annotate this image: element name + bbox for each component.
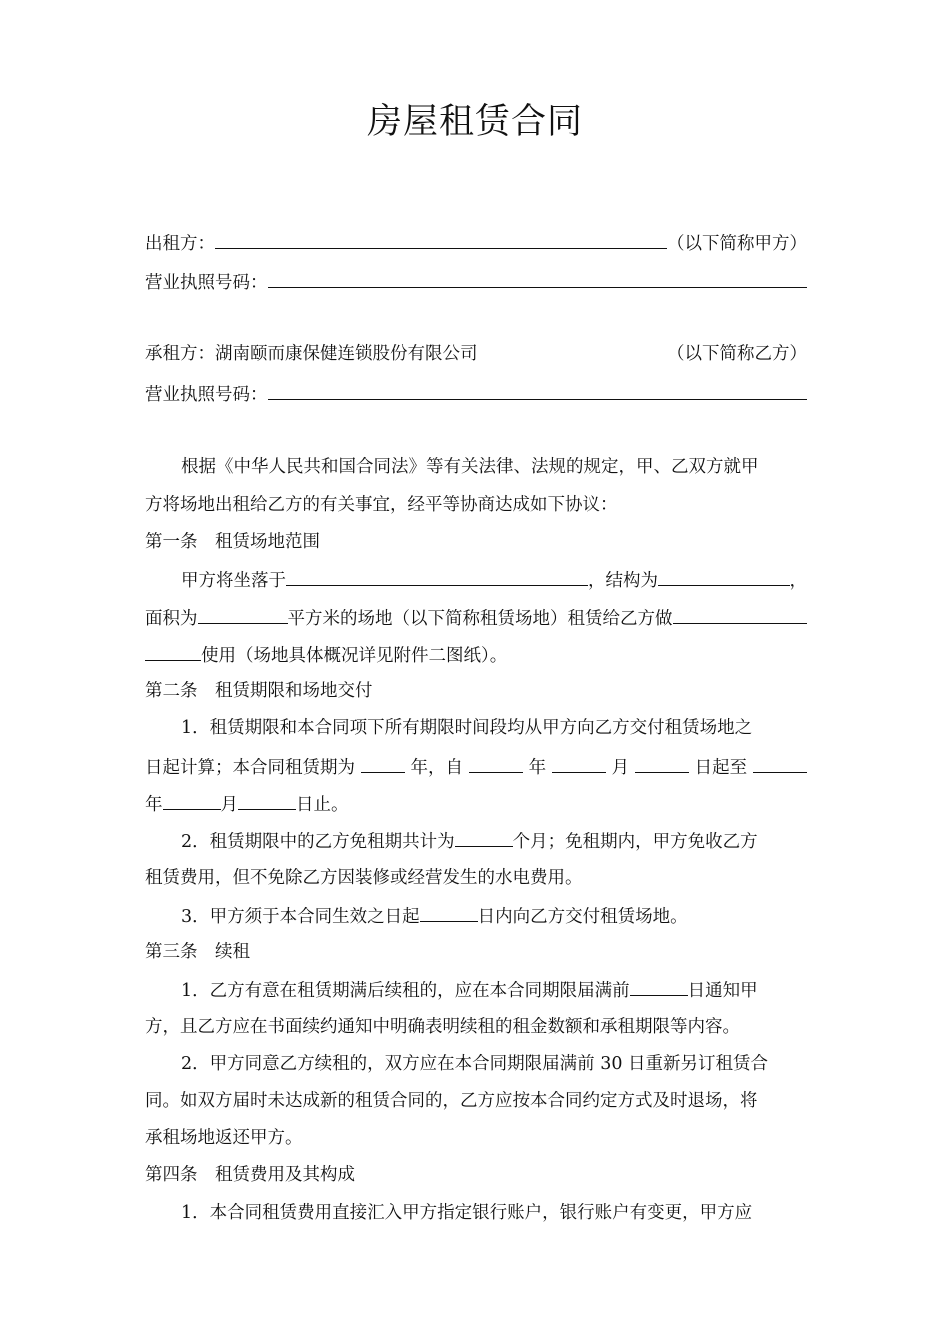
article-4-heading: 第四条 租赁费用及其构成	[145, 1165, 355, 1185]
article-3-clause-2-line-1: 2．甲方同意乙方续租的，双方应在本合同期限届满前 30 日重新另订租赁合	[181, 1054, 769, 1074]
article-1-line-2: 面积为 平方米的场地（以下简称租赁场地）租赁给乙方做	[145, 603, 807, 633]
article-2-clause-2-line-1: 2．租赁期限中的乙方免租期共计为 个月；免租期内，甲方免收乙方	[181, 826, 807, 856]
lessor-license-label: 营业执照号码：	[145, 273, 268, 293]
lessee-license-label: 营业执照号码：	[145, 385, 268, 405]
article-2-clause-1-line-1: 1．租赁期限和本合同项下所有期限时间段均从甲方向乙方交付租赁场地之	[181, 718, 753, 738]
area-blank	[198, 603, 288, 624]
end-year-blank	[753, 752, 807, 773]
article-2-clause-3: 3．甲方须于本合同生效之日起 日内向乙方交付租赁场地。	[181, 901, 807, 931]
usage-blank-cont	[145, 640, 201, 661]
article-1-line-3: 使用（场地具体概况详见附件二图纸）。	[145, 640, 807, 670]
lessee-name: 湖南颐而康保健连锁股份有限公司	[215, 344, 478, 364]
lessor-license-blank	[268, 267, 808, 288]
end-day-blank	[238, 789, 296, 810]
article-2-clause-1-line-3: 年 月 日止。	[145, 789, 807, 819]
usage-blank	[673, 603, 808, 624]
article-3-heading: 第三条 续租	[145, 942, 250, 962]
article-3-clause-2-line-2: 同。如双方届时未达成新的租赁合同的，乙方应按本合同约定方式及时退场，将	[145, 1091, 758, 1111]
rent-free-months-blank	[455, 826, 513, 847]
start-day-blank	[635, 752, 689, 773]
lessee-suffix: （以下简称乙方）	[667, 344, 807, 364]
article-3-clause-1-line-2: 方，且乙方应在书面续约通知中明确表明续租的租金数额和承租期限等内容。	[145, 1017, 740, 1037]
notice-days-blank	[630, 975, 688, 996]
term-years-blank	[361, 752, 405, 773]
article-2-heading: 第二条 租赁期限和场地交付	[145, 681, 373, 701]
lessor-license-line	[145, 267, 807, 297]
article-2-clause-2-line-2: 租赁费用，但不免除乙方因装修或经营发生的水电费用。	[145, 868, 583, 888]
article-2-clause-1-line-2: 日起计算；本合同租赁期为 年，自 年 月 日起至	[145, 752, 807, 782]
lessee-license-line	[145, 379, 807, 409]
lessor-line	[145, 228, 807, 258]
lessor-label: 出租方：	[145, 234, 215, 254]
lessee-label: 承租方：	[145, 344, 215, 364]
article-4-clause-1-line-1: 1．本合同租赁费用直接汇入甲方指定银行账户，银行账户有变更，甲方应	[181, 1203, 753, 1223]
preamble-line-1: 根据《中华人民共和国合同法》等有关法律、法规的规定，甲、乙双方就甲	[181, 457, 759, 477]
start-month-blank	[552, 752, 606, 773]
article-1-heading: 第一条 租赁场地范围	[145, 532, 320, 552]
lessee-license-blank	[268, 379, 808, 400]
article-3-clause-1-line-1: 1．乙方有意在租赁期满后续租的，应在本合同期限届满前 日通知甲	[181, 975, 807, 1005]
lessor-name-blank	[215, 228, 667, 249]
location-blank	[286, 565, 588, 586]
document-title: 房屋租赁合同	[366, 102, 583, 142]
preamble-line-2: 方将场地出租给乙方的有关事宜，经平等协商达成如下协议：	[145, 495, 618, 515]
start-year-blank	[469, 752, 523, 773]
lessee-line	[145, 340, 807, 368]
article-1-line-1: 甲方将坐落于 ，结构为 ，	[181, 565, 807, 595]
article-3-clause-2-line-3: 承租场地返还甲方。	[145, 1128, 303, 1148]
structure-blank	[658, 565, 790, 586]
lessor-suffix: （以下简称甲方）	[667, 234, 807, 254]
end-month-blank	[163, 789, 221, 810]
delivery-days-blank	[420, 901, 478, 922]
